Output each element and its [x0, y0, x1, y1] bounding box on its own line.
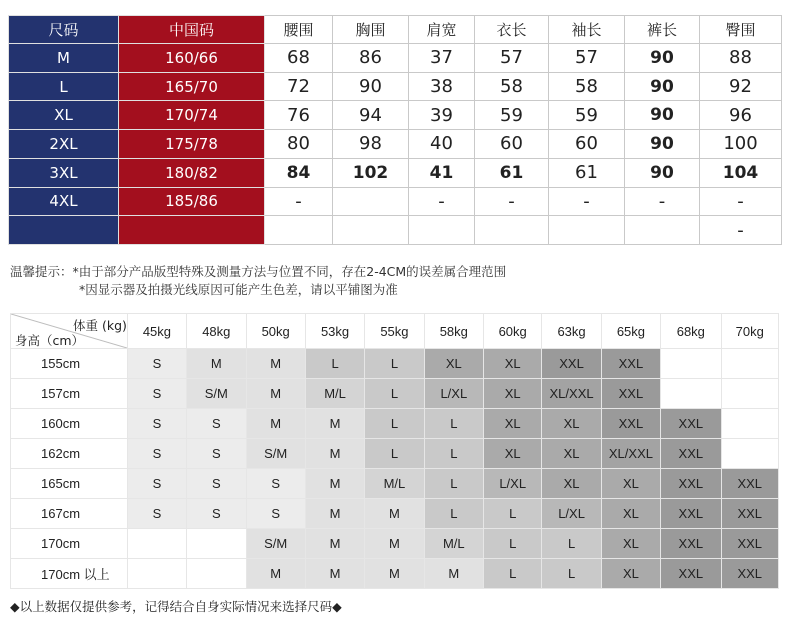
size-recommendation-cell: M/L	[365, 469, 424, 499]
size-recommendation-cell: L	[305, 349, 364, 379]
size-recommendation-cell: XXL	[721, 559, 778, 589]
header-size: 尺码	[9, 16, 119, 44]
weight-axis-label: 体重 (kg)	[73, 318, 127, 333]
size-chart-header-row	[9, 16, 782, 44]
size-recommendation-cell: S	[246, 469, 305, 499]
size-row	[9, 72, 782, 101]
size-recommendation-cell: XXL	[542, 349, 601, 379]
size-recommendation-cell: L	[365, 409, 424, 439]
weight-header-cell: 70kg	[721, 314, 778, 349]
measurement-cell: -	[409, 187, 475, 216]
size-recommendation-cell	[721, 349, 778, 379]
size-recommendation-cell: S/M	[246, 439, 305, 469]
size-recommendation-cell: S	[187, 499, 246, 529]
reference-footnote: ◆以上数据仅提供参考，记得结合自身实际情况来选择尺码◆	[10, 599, 342, 614]
size-recommendation-cell: XXL	[661, 529, 721, 559]
height-label: 162cm	[11, 439, 128, 469]
measurement-cell	[333, 216, 409, 245]
size-recommendation-cell: XL	[484, 379, 542, 409]
size-recommendation-cell	[721, 379, 778, 409]
size-recommendation-cell: XL	[542, 439, 601, 469]
measurement-cell: 90	[625, 101, 700, 130]
measurement-cell: -	[549, 187, 625, 216]
header-waist: 腰围	[265, 16, 333, 44]
size-recommendation-cell: M	[365, 529, 424, 559]
tip-line-2: *因显示器及拍摄光线原因可能产生色差，请以平铺图为准	[79, 282, 398, 297]
height-row	[11, 469, 779, 499]
size-recommendation-cell: XL	[484, 349, 542, 379]
header-china-size: 中国码	[119, 16, 265, 44]
measurement-cell: 59	[475, 101, 549, 130]
weight-header-cell: 45kg	[127, 314, 186, 349]
header-length: 衣长	[475, 16, 549, 44]
size-recommendation-cell: L	[424, 409, 483, 439]
measurement-cell: 92	[700, 72, 782, 101]
size-recommendation-cell: S/M	[187, 379, 246, 409]
measurement-cell: 84	[265, 158, 333, 187]
size-recommendation-cell: M	[305, 469, 364, 499]
size-recommendation-cell: M	[246, 409, 305, 439]
size-row	[9, 216, 782, 245]
grid-corner	[11, 314, 128, 349]
measurement-cell: 61	[475, 158, 549, 187]
measurement-cell: 41	[409, 158, 475, 187]
measurement-cell	[409, 216, 475, 245]
measurement-cell: 68	[265, 44, 333, 73]
size-recommendation-cell: M	[305, 409, 364, 439]
size-recommendation-cell: L	[484, 499, 542, 529]
size-label: XL	[9, 101, 119, 130]
size-recommendation-cell: XXL	[661, 469, 721, 499]
header-shoulder: 肩宽	[409, 16, 475, 44]
measurement-cell: 76	[265, 101, 333, 130]
size-recommendation-cell: L	[365, 439, 424, 469]
measurement-cell: 96	[700, 101, 782, 130]
measurement-cell: 60	[549, 130, 625, 159]
china-size-label: 185/86	[119, 187, 265, 216]
size-recommendation-cell: S	[187, 439, 246, 469]
size-recommendation-cell: XXL	[661, 439, 721, 469]
size-recommendation-cell: XXL	[721, 469, 778, 499]
height-row	[11, 559, 779, 589]
size-recommendation-cell: XL	[601, 469, 660, 499]
size-recommendation-cell: S	[127, 409, 186, 439]
weight-header-cell: 48kg	[187, 314, 246, 349]
height-label: 170cm	[11, 529, 128, 559]
measurement-cell: 90	[625, 44, 700, 73]
height-label: 170cm 以上	[11, 559, 128, 589]
height-label: 157cm	[11, 379, 128, 409]
size-recommendation-cell: S	[187, 469, 246, 499]
size-recommendation-cell	[187, 559, 246, 589]
size-recommendation-cell: XXL	[721, 529, 778, 559]
size-recommendation-cell	[661, 379, 721, 409]
china-size-label: 175/78	[119, 130, 265, 159]
size-recommendation-cell: L	[484, 529, 542, 559]
size-recommendation-cell: L	[424, 469, 483, 499]
size-recommendation-cell: XL/XXL	[542, 379, 601, 409]
measurement-cell: -	[700, 187, 782, 216]
size-recommendation-cell: M	[305, 529, 364, 559]
height-row	[11, 439, 779, 469]
china-size-label	[119, 216, 265, 245]
size-recommendation-cell: XXL	[601, 349, 660, 379]
size-recommendation-cell	[187, 529, 246, 559]
size-label: 2XL	[9, 130, 119, 159]
measurement-cell: 72	[265, 72, 333, 101]
size-recommendation-cell: XL	[424, 349, 483, 379]
measurement-cell	[475, 216, 549, 245]
size-recommendation-cell: XL	[542, 469, 601, 499]
size-recommendation-cell: S	[127, 349, 186, 379]
size-recommendation-cell: L	[424, 499, 483, 529]
tip-line-1: 温馨提示：*由于部分产品版型特殊及测量方法与位置不同，存在2-4CM的误差属合理范围	[10, 264, 507, 279]
measurement-cell	[625, 216, 700, 245]
size-recommendation-cell: L	[365, 349, 424, 379]
size-label: L	[9, 72, 119, 101]
height-label: 160cm	[11, 409, 128, 439]
weight-height-size-grid	[10, 313, 779, 589]
size-recommendation-cell: XXL	[601, 409, 660, 439]
header-hip: 臀围	[700, 16, 782, 44]
size-recommendation-cell: M	[424, 559, 483, 589]
size-recommendation-cell: XL/XXL	[601, 439, 660, 469]
size-recommendation-cell	[127, 529, 186, 559]
measurement-cell: -	[265, 187, 333, 216]
size-recommendation-cell: XXL	[661, 559, 721, 589]
measurement-cell: 60	[475, 130, 549, 159]
measurement-cell: 90	[625, 158, 700, 187]
size-recommendation-cell: M/L	[305, 379, 364, 409]
height-label: 155cm	[11, 349, 128, 379]
size-recommendation-cell: L	[365, 379, 424, 409]
size-recommendation-cell: M	[187, 349, 246, 379]
size-recommendation-cell: L/XL	[542, 499, 601, 529]
measurement-cell: 59	[549, 101, 625, 130]
size-recommendation-cell: M	[365, 559, 424, 589]
size-recommendation-cell: L	[542, 529, 601, 559]
weight-header-cell: 50kg	[246, 314, 305, 349]
height-row	[11, 499, 779, 529]
size-recommendation-cell: L	[484, 559, 542, 589]
measurement-cell: -	[700, 216, 782, 245]
china-size-label: 160/66	[119, 44, 265, 73]
weight-header-cell: 58kg	[424, 314, 483, 349]
weight-header-cell: 63kg	[542, 314, 601, 349]
size-recommendation-cell: S	[246, 499, 305, 529]
measurement-cell: 90	[625, 72, 700, 101]
size-recommendation-cell: M	[246, 379, 305, 409]
size-recommendation-cell: M	[246, 559, 305, 589]
measurement-cell: -	[475, 187, 549, 216]
size-recommendation-cell: L	[542, 559, 601, 589]
height-row	[11, 379, 779, 409]
measurement-cell: 39	[409, 101, 475, 130]
height-row	[11, 529, 779, 559]
measurement-cell: 80	[265, 130, 333, 159]
china-size-label: 165/70	[119, 72, 265, 101]
size-recommendation-cell: XXL	[661, 499, 721, 529]
measurement-cell: 90	[333, 72, 409, 101]
size-recommendation-cell: XXL	[661, 409, 721, 439]
size-recommendation-cell: S	[127, 439, 186, 469]
size-recommendation-cell: XL	[542, 409, 601, 439]
size-recommendation-cell: S/M	[246, 529, 305, 559]
size-recommendation-cell: XL	[484, 409, 542, 439]
size-recommendation-cell: XL	[601, 559, 660, 589]
height-row	[11, 349, 779, 379]
weight-header-cell: 53kg	[305, 314, 364, 349]
weight-header-cell: 60kg	[484, 314, 542, 349]
height-label: 165cm	[11, 469, 128, 499]
size-recommendation-cell: XXL	[721, 499, 778, 529]
size-recommendation-cell: M	[365, 499, 424, 529]
measurement-cell: 40	[409, 130, 475, 159]
size-recommendation-cell: S	[187, 409, 246, 439]
size-row	[9, 187, 782, 216]
size-recommendation-cell: XL	[484, 439, 542, 469]
size-recommendation-cell: M	[246, 349, 305, 379]
height-row	[11, 409, 779, 439]
weight-header-row	[11, 314, 779, 349]
size-recommendation-cell: S	[127, 499, 186, 529]
measurement-cell: 57	[475, 44, 549, 73]
size-label	[9, 216, 119, 245]
measurement-cell: -	[625, 187, 700, 216]
measurement-cell: 90	[625, 130, 700, 159]
header-chest: 胸围	[333, 16, 409, 44]
size-recommendation-cell: XXL	[601, 379, 660, 409]
size-recommendation-cell	[127, 559, 186, 589]
size-row	[9, 158, 782, 187]
measurement-cell: 58	[549, 72, 625, 101]
size-chart-table	[8, 15, 782, 245]
size-recommendation-cell	[721, 439, 778, 469]
measurement-cell	[549, 216, 625, 245]
measurement-cell: 98	[333, 130, 409, 159]
china-size-label: 180/82	[119, 158, 265, 187]
size-recommendation-cell: XL	[601, 499, 660, 529]
measurement-cell: 102	[333, 158, 409, 187]
size-recommendation-cell: M/L	[424, 529, 483, 559]
weight-header-cell: 65kg	[601, 314, 660, 349]
height-axis-label: 身高（cm）	[15, 333, 85, 348]
size-recommendation-cell: S	[127, 469, 186, 499]
measurement-cell: 88	[700, 44, 782, 73]
measurement-cell	[265, 216, 333, 245]
weight-header-cell: 55kg	[365, 314, 424, 349]
size-recommendation-cell: M	[305, 559, 364, 589]
header-pants-length: 裤长	[625, 16, 700, 44]
height-label: 167cm	[11, 499, 128, 529]
size-recommendation-cell: L/XL	[484, 469, 542, 499]
size-row	[9, 101, 782, 130]
measurement-cell: 94	[333, 101, 409, 130]
measurement-cell: 38	[409, 72, 475, 101]
size-recommendation-cell: L/XL	[424, 379, 483, 409]
size-recommendation-cell: M	[305, 439, 364, 469]
size-recommendation-cell: M	[305, 499, 364, 529]
measurement-cell: 86	[333, 44, 409, 73]
header-sleeve: 袖长	[549, 16, 625, 44]
size-recommendation-cell	[721, 409, 778, 439]
size-label: 4XL	[9, 187, 119, 216]
size-label: M	[9, 44, 119, 73]
size-row	[9, 130, 782, 159]
china-size-label: 170/74	[119, 101, 265, 130]
size-recommendation-cell: XL	[601, 529, 660, 559]
size-recommendation-cell	[661, 349, 721, 379]
measurement-cell: 57	[549, 44, 625, 73]
measurement-cell: 61	[549, 158, 625, 187]
measurement-cell	[333, 187, 409, 216]
size-label: 3XL	[9, 158, 119, 187]
size-recommendation-cell: L	[424, 439, 483, 469]
weight-header-cell: 68kg	[661, 314, 721, 349]
size-recommendation-cell: S	[127, 379, 186, 409]
measurement-cell: 104	[700, 158, 782, 187]
measurement-cell: 58	[475, 72, 549, 101]
size-row	[9, 44, 782, 73]
measurement-cell: 37	[409, 44, 475, 73]
measurement-cell: 100	[700, 130, 782, 159]
